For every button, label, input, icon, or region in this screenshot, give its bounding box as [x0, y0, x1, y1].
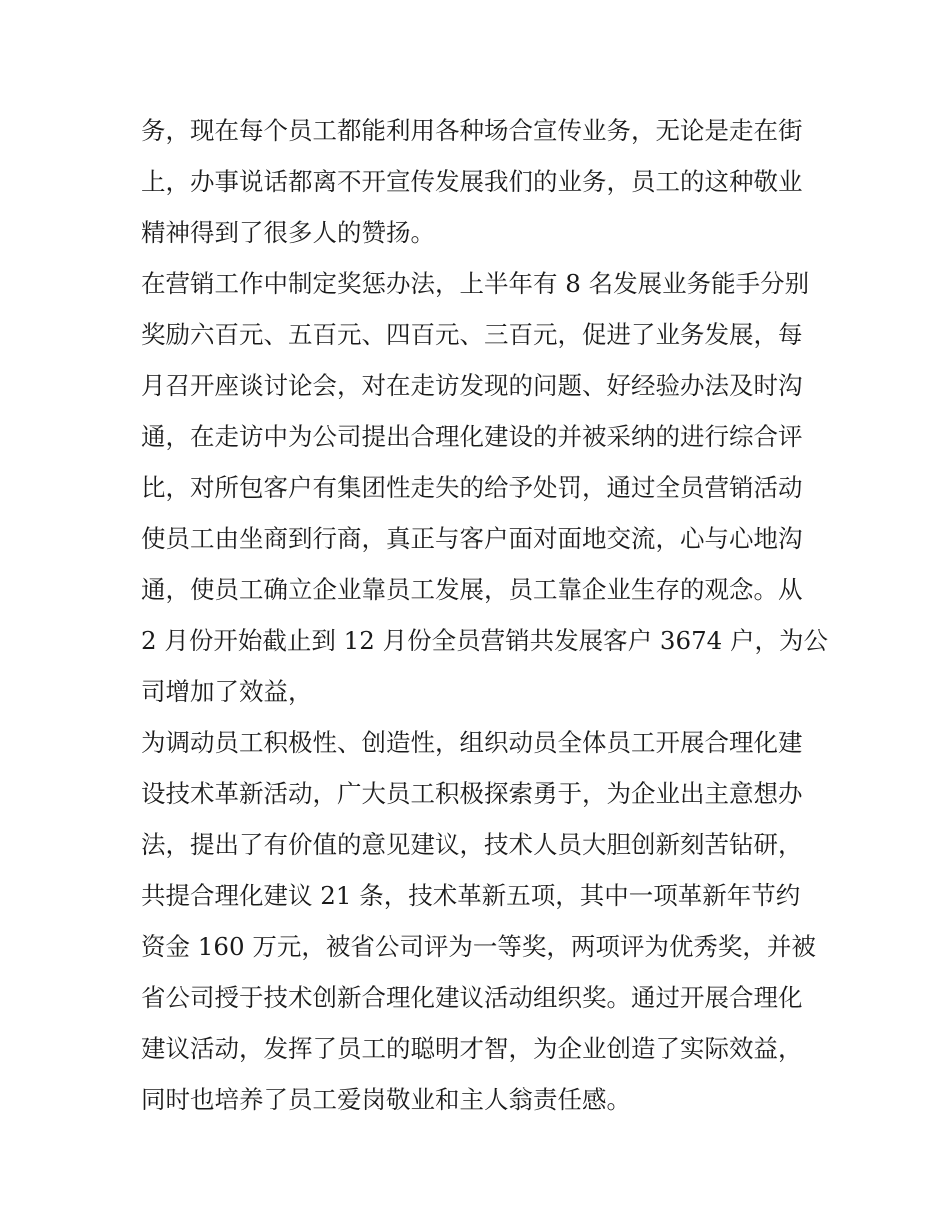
- paragraph-2: [141, 258, 829, 717]
- text-line: 法，提出了有价值的意见建议，技术人员大胆创新刻苦钻研，: [141, 830, 803, 859]
- paragraph-3: [141, 717, 821, 1125]
- text-line: 同时也培养了员工爱岗敬业和主人翁责任感。: [141, 1085, 631, 1114]
- text-line: 月召开座谈讨论会，对在走访发现的问题、好经验办法及时沟: [141, 371, 803, 400]
- text-line: 通，使员工确立企业靠员工发展，员工靠企业生存的观念。从: [141, 575, 803, 604]
- text-line: 设技术革新活动，广大员工积极探索勇于，为企业出主意想办: [141, 779, 803, 808]
- text-line: 2 月份开始截止到 12 月份全员营销共发展客户 3674 户，为公: [141, 626, 829, 655]
- text-line: 务，现在每个员工都能利用各种场合宣传业务，无论是走在街: [141, 116, 803, 145]
- text-line: 精神得到了很多人的赞扬。: [141, 218, 435, 247]
- text-line: 为调动员工积极性、创造性，组织动员全体员工开展合理化建: [141, 728, 803, 757]
- text-line: 司增加了效益，: [141, 677, 313, 706]
- paragraph-1: [141, 105, 821, 258]
- text-line: 在营销工作中制定奖惩办法，上半年有 8 名发展业务能手分别: [141, 269, 810, 298]
- text-line: 通，在走访中为公司提出合理化建设的并被采纳的进行综合评: [141, 422, 803, 451]
- text-line: 上，办事说话都离不开宣传发展我们的业务，员工的这种敬业: [141, 167, 803, 196]
- text-line: 使员工由坐商到行商，真正与客户面对面地交流，心与心地沟: [141, 524, 803, 553]
- text-line: 省公司授于技术创新合理化建议活动组织奖。通过开展合理化: [141, 983, 803, 1012]
- text-line: 共提合理化建议 21 条，技术革新五项，其中一项革新年节约: [141, 881, 801, 910]
- document-body: [141, 105, 829, 1125]
- text-line: 奖励六百元、五百元、四百元、三百元，促进了业务发展，每: [141, 320, 803, 349]
- text-line: 资金 160 万元，被省公司评为一等奖，两项评为优秀奖，并被: [141, 932, 816, 961]
- text-line: 建议活动，发挥了员工的聪明才智，为企业创造了实际效益，: [141, 1034, 803, 1063]
- text-line: 比，对所包客户有集团性走失的给予处罚，通过全员营销活动: [141, 473, 803, 502]
